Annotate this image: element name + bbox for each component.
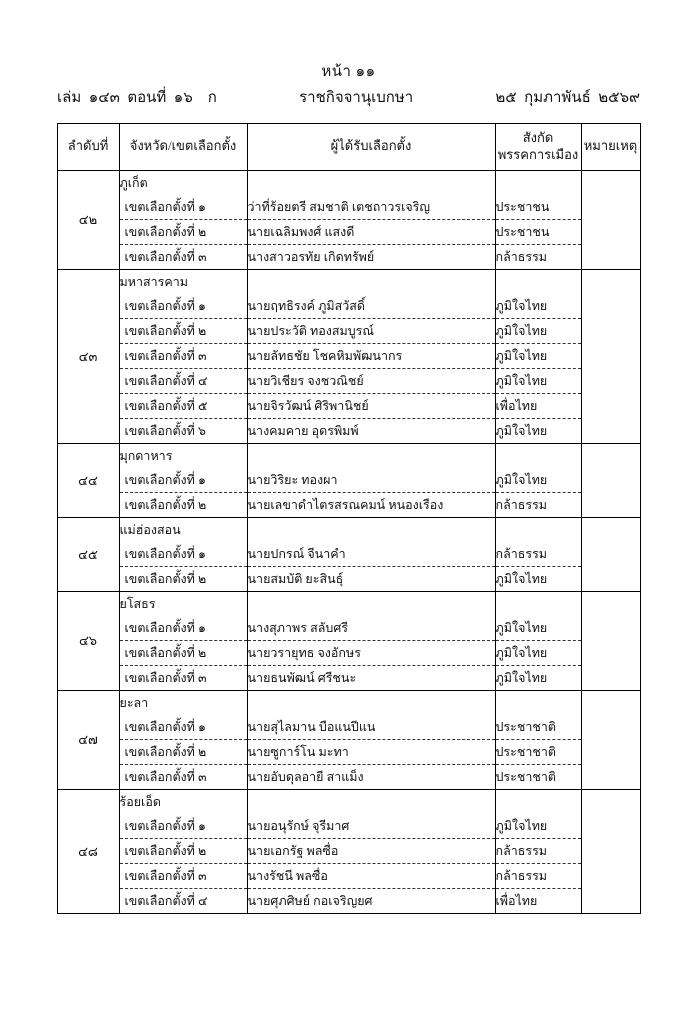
cell-elected: นายวิริยะ ทองผา [247, 468, 495, 493]
table-row [57, 170, 640, 195]
cell-zone [119, 838, 247, 863]
cell-party: เพื่อไทย [495, 393, 581, 418]
cell-zone [119, 665, 247, 690]
table-row [57, 542, 640, 567]
cell-party: ภูมิใจไทย [495, 616, 581, 641]
cell-elected [247, 269, 495, 294]
cell-zone [119, 195, 247, 220]
table-row [57, 789, 640, 814]
cell-zone [119, 219, 247, 244]
cell-province [119, 690, 247, 715]
zone-label: เขตเลือกตั้งที่ ๑ [124, 298, 206, 313]
cell-elected: นางคมคาย อุดรพิมพ์ [247, 418, 495, 443]
cell-province [119, 591, 247, 616]
cell-party: ประชาชาติ [495, 715, 581, 740]
cell-party [495, 517, 581, 542]
cell-zone [119, 640, 247, 665]
cell-zone [119, 814, 247, 839]
cell-party: กล้าธรรม [495, 492, 581, 517]
table-row [57, 739, 640, 764]
column-note: หมายเหตุ [581, 123, 640, 170]
cell-party: เพื่อไทย [495, 888, 581, 913]
table-row [57, 863, 640, 888]
cell-party [495, 690, 581, 715]
cell-zone [119, 715, 247, 740]
table-row [57, 393, 640, 418]
cell-zone [119, 418, 247, 443]
publication-date: ๒๕ กุมภาพันธ์ ๒๕๖๙ [495, 90, 640, 107]
cell-zone [119, 368, 247, 393]
province-name: มุกดาหาร [119, 448, 173, 463]
table-row [57, 468, 640, 493]
table-row [57, 517, 640, 542]
zone-label: เขตเลือกตั้งที่ ๓ [124, 249, 207, 264]
zone-label: เขตเลือกตั้งที่ ๑ [124, 472, 206, 487]
column-party [495, 123, 581, 170]
cell-zone [119, 566, 247, 591]
cell-note [581, 517, 640, 591]
cell-party: ภูมิใจไทย [495, 368, 581, 393]
cell-party: ภูมิใจไทย [495, 468, 581, 493]
table-row [57, 640, 640, 665]
cell-elected: นายเฉลิมพงศ์ แสงดี [247, 219, 495, 244]
table-row [57, 566, 640, 591]
page-header [0, 62, 697, 109]
table-row [57, 492, 640, 517]
column-order: ลำดับที่ [57, 123, 119, 170]
table-row [57, 690, 640, 715]
table-row [57, 838, 640, 863]
province-name: มหาสารคาม [119, 274, 188, 289]
cell-elected: นายซูการ์โน มะทา [247, 739, 495, 764]
cell-party [495, 269, 581, 294]
cell-party: ประชาชาติ [495, 764, 581, 789]
cell-order: ๔๘ [57, 789, 119, 913]
cell-elected: นายสมบัติ ยะสินธุ์ [247, 566, 495, 591]
zone-label: เขตเลือกตั้งที่ ๒ [124, 497, 207, 512]
cell-party: ภูมิใจไทย [495, 343, 581, 368]
cell-elected: นายอนุรักษ์ จุรีมาศ [247, 814, 495, 839]
table-row [57, 888, 640, 913]
cell-party: ภูมิใจไทย [495, 665, 581, 690]
cell-zone [119, 468, 247, 493]
cell-elected: นายปกรณ์ จีนาคำ [247, 542, 495, 567]
column-party-line1: สังกัด [522, 130, 554, 146]
cell-party: ประชาชาติ [495, 739, 581, 764]
cell-province [119, 443, 247, 468]
cell-elected: นายอับดุลอายี สาแม็ง [247, 764, 495, 789]
volume-label: เล่ม ๑๔๓ ตอนที่ ๑๖ ก [57, 90, 217, 107]
zone-label: เขตเลือกตั้งที่ ๒ [124, 843, 207, 858]
table-row [57, 715, 640, 740]
zone-label: เขตเลือกตั้งที่ ๓ [124, 670, 207, 685]
cell-elected [247, 170, 495, 195]
cell-party: กล้าธรรม [495, 838, 581, 863]
cell-order: ๔๕ [57, 517, 119, 591]
cell-elected: นายสุไลมาน บือแนปีแน [247, 715, 495, 740]
table-row [57, 244, 640, 269]
cell-order: ๔๖ [57, 591, 119, 690]
table-row [57, 195, 640, 220]
cell-zone [119, 764, 247, 789]
page-number-label: หน้า ๑๑ [321, 64, 376, 80]
province-name: ร้อยเอ็ด [119, 794, 161, 809]
zone-label: เขตเลือกตั้งที่ ๔ [124, 373, 208, 388]
cell-zone [119, 616, 247, 641]
cell-elected: นายเอกรัฐ พลซื่อ [247, 838, 495, 863]
zone-label: เขตเลือกตั้งที่ ๓ [124, 348, 207, 363]
table-row [57, 343, 640, 368]
table-body [57, 170, 640, 913]
table-row [57, 368, 640, 393]
table-row [57, 665, 640, 690]
table-row [57, 294, 640, 319]
cell-zone [119, 888, 247, 913]
cell-elected: นายประวัติ ทองสมบูรณ์ [247, 318, 495, 343]
zone-label: เขตเลือกตั้งที่ ๓ [124, 868, 207, 883]
cell-zone [119, 863, 247, 888]
zone-label: เขตเลือกตั้งที่ ๑ [124, 719, 206, 734]
cell-elected: นายลัทธชัย โชคหิมพัฒนากร [247, 343, 495, 368]
cell-note [581, 690, 640, 789]
cell-order: ๔๓ [57, 269, 119, 443]
cell-elected: นายจิรวัฒน์ ศิริพานิชย์ [247, 393, 495, 418]
province-name: ยะลา [119, 695, 149, 710]
cell-order: ๔๒ [57, 170, 119, 269]
zone-label: เขตเลือกตั้งที่ ๒ [124, 224, 207, 239]
cell-party [495, 443, 581, 468]
province-name: ภูเก็ต [119, 175, 148, 190]
cell-party [495, 789, 581, 814]
zone-label: เขตเลือกตั้งที่ ๑ [124, 818, 206, 833]
cell-note [581, 269, 640, 443]
zone-label: เขตเลือกตั้งที่ ๒ [124, 571, 207, 586]
table-row [57, 616, 640, 641]
table-row [57, 418, 640, 443]
column-elected: ผู้ได้รับเลือกตั้ง [247, 123, 495, 170]
cell-elected: นายวิเชียร จงชวณิชย์ [247, 368, 495, 393]
cell-note [581, 170, 640, 269]
zone-label: เขตเลือกตั้งที่ ๒ [124, 744, 207, 759]
zone-label: เขตเลือกตั้งที่ ๕ [124, 398, 208, 413]
gazette-title: ราชกิจจานุเบกษา [299, 90, 414, 107]
province-name: ยโสธร [119, 596, 156, 611]
cell-party: ประชาชน [495, 219, 581, 244]
cell-elected [247, 591, 495, 616]
zone-label: เขตเลือกตั้งที่ ๒ [124, 645, 207, 660]
cell-party: กล้าธรรม [495, 244, 581, 269]
cell-zone [119, 318, 247, 343]
table-row [57, 219, 640, 244]
cell-party: กล้าธรรม [495, 542, 581, 567]
table-header-row [57, 123, 640, 170]
column-province: จังหวัด/เขตเลือกตั้ง [119, 123, 247, 170]
cell-party [495, 591, 581, 616]
cell-party: ภูมิใจไทย [495, 294, 581, 319]
cell-elected: นายฤทธิรงค์ ภูมิสวัสดิ์ [247, 294, 495, 319]
cell-elected: นางสุภาพร สลับศรี [247, 616, 495, 641]
column-party-line2: พรรคการเมือง [497, 146, 579, 162]
table-row [57, 814, 640, 839]
province-name: แม่ฮ่องสอน [119, 522, 181, 537]
cell-province [119, 517, 247, 542]
gazette-header-line [57, 88, 640, 108]
cell-zone [119, 492, 247, 517]
cell-elected [247, 517, 495, 542]
cell-zone [119, 393, 247, 418]
cell-province [119, 170, 247, 195]
cell-party: ภูมิใจไทย [495, 640, 581, 665]
cell-province [119, 269, 247, 294]
cell-elected [247, 690, 495, 715]
zone-label: เขตเลือกตั้งที่ ๔ [124, 893, 208, 908]
cell-elected: ว่าที่ร้อยตรี สมชาติ เตชถาวรเจริญ [247, 195, 495, 220]
cell-elected: นายวรายุทธ จงอักษร [247, 640, 495, 665]
zone-label: เขตเลือกตั้งที่ ๑ [124, 620, 206, 635]
cell-note [581, 591, 640, 690]
cell-party: ภูมิใจไทย [495, 318, 581, 343]
cell-zone [119, 244, 247, 269]
zone-label: เขตเลือกตั้งที่ ๖ [124, 423, 206, 438]
cell-elected: นายธนพัฒน์ ศรีชนะ [247, 665, 495, 690]
cell-province [119, 789, 247, 814]
table-row [57, 269, 640, 294]
cell-elected [247, 789, 495, 814]
cell-note [581, 789, 640, 913]
cell-party: ภูมิใจไทย [495, 418, 581, 443]
cell-order: ๔๔ [57, 443, 119, 517]
cell-elected: นางสาวอรทัย เกิดทรัพย์ [247, 244, 495, 269]
cell-zone [119, 294, 247, 319]
elected-members-table [57, 123, 641, 914]
zone-label: เขตเลือกตั้งที่ ๒ [124, 323, 207, 338]
table-row [57, 764, 640, 789]
zone-label: เขตเลือกตั้งที่ ๑ [124, 546, 206, 561]
cell-party [495, 170, 581, 195]
cell-elected: นายศุภศิษย์ กอเจริญยศ [247, 888, 495, 913]
cell-party: กล้าธรรม [495, 863, 581, 888]
cell-zone [119, 739, 247, 764]
cell-party: ภูมิใจไทย [495, 814, 581, 839]
cell-zone [119, 542, 247, 567]
cell-note [581, 443, 640, 517]
cell-party: ภูมิใจไทย [495, 566, 581, 591]
cell-elected: นายเลขาดำไตรสรณคมน์ หนองเรือง [247, 492, 495, 517]
table-row [57, 591, 640, 616]
cell-elected: นางรัชนี พลซื่อ [247, 863, 495, 888]
zone-label: เขตเลือกตั้งที่ ๑ [124, 199, 206, 214]
cell-zone [119, 343, 247, 368]
cell-elected [247, 443, 495, 468]
cell-party: ประชาชน [495, 195, 581, 220]
cell-order: ๔๗ [57, 690, 119, 789]
zone-label: เขตเลือกตั้งที่ ๓ [124, 769, 207, 784]
table-row [57, 443, 640, 468]
table-row [57, 318, 640, 343]
